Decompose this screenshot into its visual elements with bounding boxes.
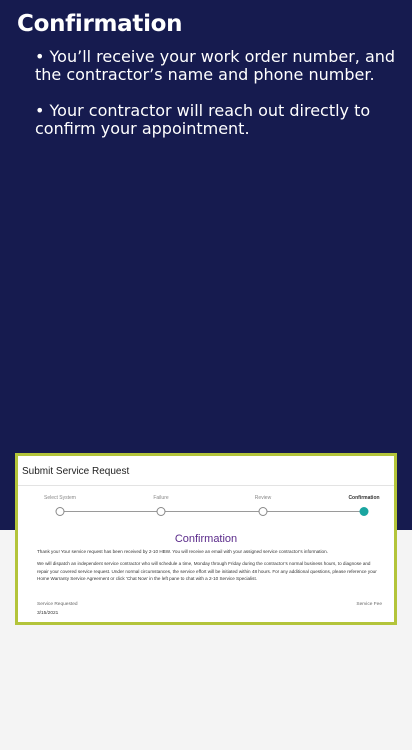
hero-title: Confirmation — [17, 11, 183, 37]
hero-bullet-contractor-contact: • Your contractor will reach out directly to confirm your appointment. — [35, 101, 371, 138]
stepper-line — [60, 511, 364, 512]
service-fee-label: Service Fee — [356, 602, 382, 607]
hero-bullet-work-order: • You’ll receive your work order number, and the contractor’s name and phone number. — [35, 47, 396, 84]
step-label-select-system: Select System — [44, 495, 76, 501]
step-dot-failure[interactable] — [157, 507, 166, 516]
step-label-failure: Failure — [153, 495, 169, 501]
confirmation-thank-you-text: Thank you! Your service request has been received by 2-10 HBW. You will receive an email with your assigned service contractor’s information. — [37, 549, 328, 554]
step-label-review: Review — [254, 495, 272, 501]
confirmation-heading: Confirmation — [174, 533, 238, 545]
step-dot-select-system[interactable] — [56, 507, 65, 516]
service-requested-label: Service Requested — [37, 602, 78, 607]
confirmation-dispatch-text: We will dispatch an independent service contractor who will schedule a time, Monday through Friday during the contractor’s normal business hours, to diagnose and repair your covered service request. Under normal circumstances, the service effort will be initiated within 48 hours. For any additional questions, please reference your Home Warranty Service Agreement or click ‘Chat Now’ in the left pane to chat with a 2-10 Service Specialist. — [37, 561, 377, 581]
step-dot-confirmation — [360, 507, 369, 516]
card-header-title: Submit Service Request — [22, 466, 130, 477]
screenshot-card — [15, 453, 397, 625]
step-label-confirmation: Confirmation — [348, 495, 380, 501]
card-divider — [18, 485, 394, 486]
step-dot-review[interactable] — [259, 507, 268, 516]
service-requested-date: 3/15/2021 — [37, 611, 59, 616]
